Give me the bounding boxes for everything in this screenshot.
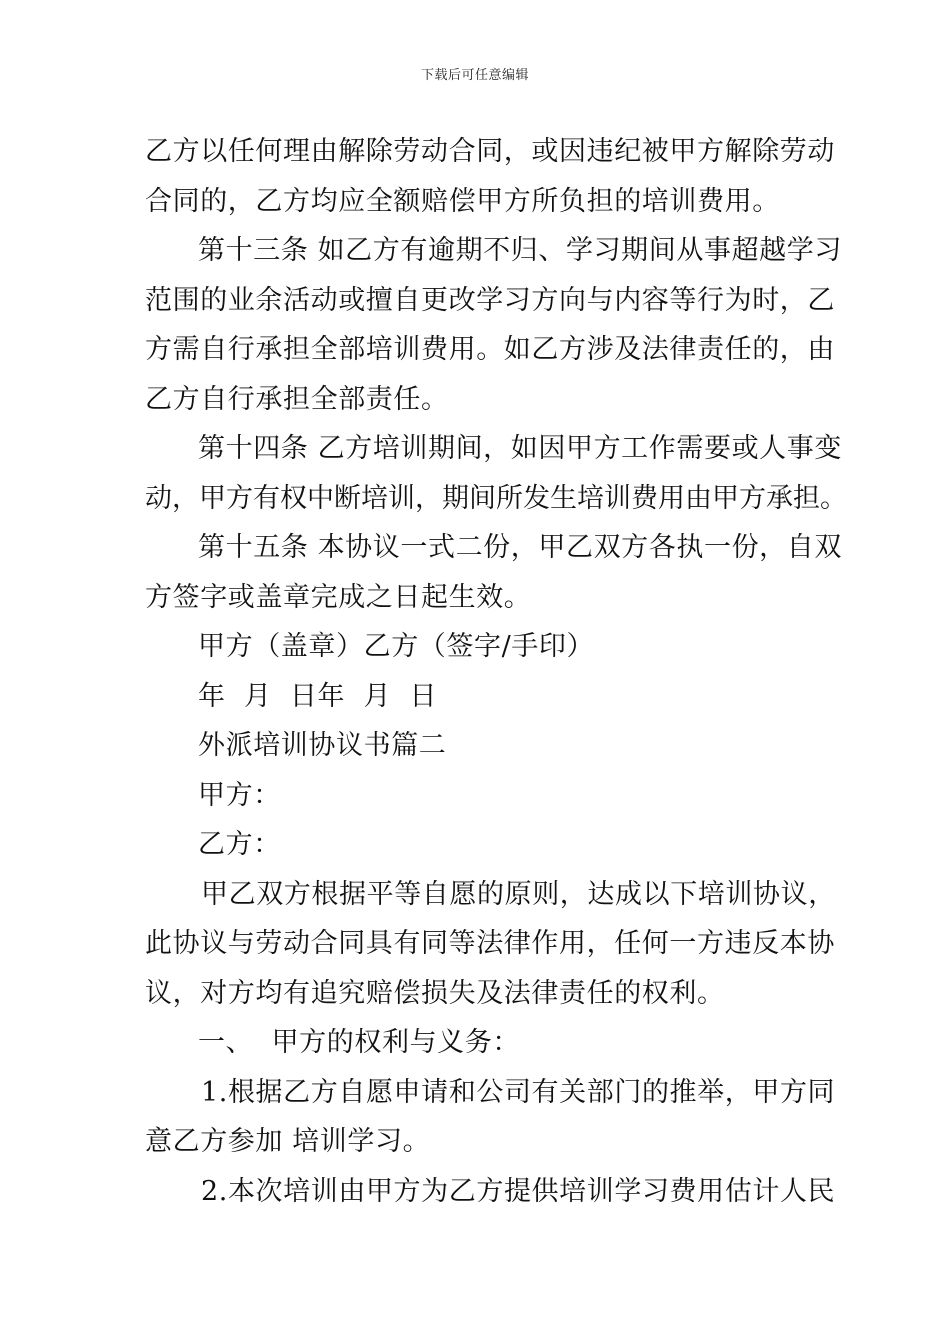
list-item-2: 2.本次培训由甲方为乙方提供培训学习费用估计人民: [201, 1175, 836, 1207]
list-item-1: 1.根据乙方自愿申请和公司有关部门的推举，甲方同: [201, 1076, 836, 1108]
paragraph-line: 甲乙双方根据平等自愿的原则，达成以下培训协议，: [201, 878, 836, 910]
paragraph-line: 意乙方参加 培训学习。: [145, 1126, 431, 1157]
paragraph-line: 方需自行承担全部培训费用。如乙方涉及法律责任的，由: [145, 334, 835, 365]
paragraph-line: 方签字或盖章完成之日起生效。: [145, 581, 532, 613]
article-15-line: 第十五条 本协议一式二份，甲乙双方各执一份，自双: [198, 532, 842, 563]
paragraph-line: 乙方自行承担全部责任。: [145, 383, 449, 415]
paragraph-line: 范围的业余活动或擅自更改学习方向与内容等行为时，乙: [145, 284, 835, 316]
section-heading: 一、 甲方的权利与义务：: [198, 1027, 520, 1058]
date-line: 年 月 日年 月 日: [198, 680, 438, 712]
paragraph-line: 动，甲方有权中断培训，期间所发生培训费用由甲方承担。: [145, 482, 847, 514]
paragraph-line: 此协议与劳动合同具有同等法律作用，任何一方违反本协: [145, 928, 835, 959]
document-body: [145, 127, 847, 1216]
signature-line: 甲方（盖章）乙方（签字/手印）: [198, 631, 595, 662]
paragraph-line: 议，对方均有追究赔偿损失及法律责任的权利。: [145, 977, 725, 1009]
party-a-label: 甲方：: [198, 779, 281, 811]
article-14-line: 第十四条 乙方培训期间，如因甲方工作需要或人事变: [198, 433, 842, 464]
article-13-line: 第十三条 如乙方有逾期不归、学习期间从事超越学习: [198, 235, 842, 266]
paragraph-line: 乙方以任何理由解除劳动合同，或因违纪被甲方解除劳动: [145, 136, 835, 167]
party-b-label: 乙方：: [198, 829, 281, 860]
section-title: 外派培训协议书篇二: [198, 730, 447, 761]
paragraph-line: 合同的，乙方均应全额赔偿甲方所负担的培训费用。: [145, 185, 780, 217]
page-header: 下载后可任意编辑: [420, 68, 529, 83]
